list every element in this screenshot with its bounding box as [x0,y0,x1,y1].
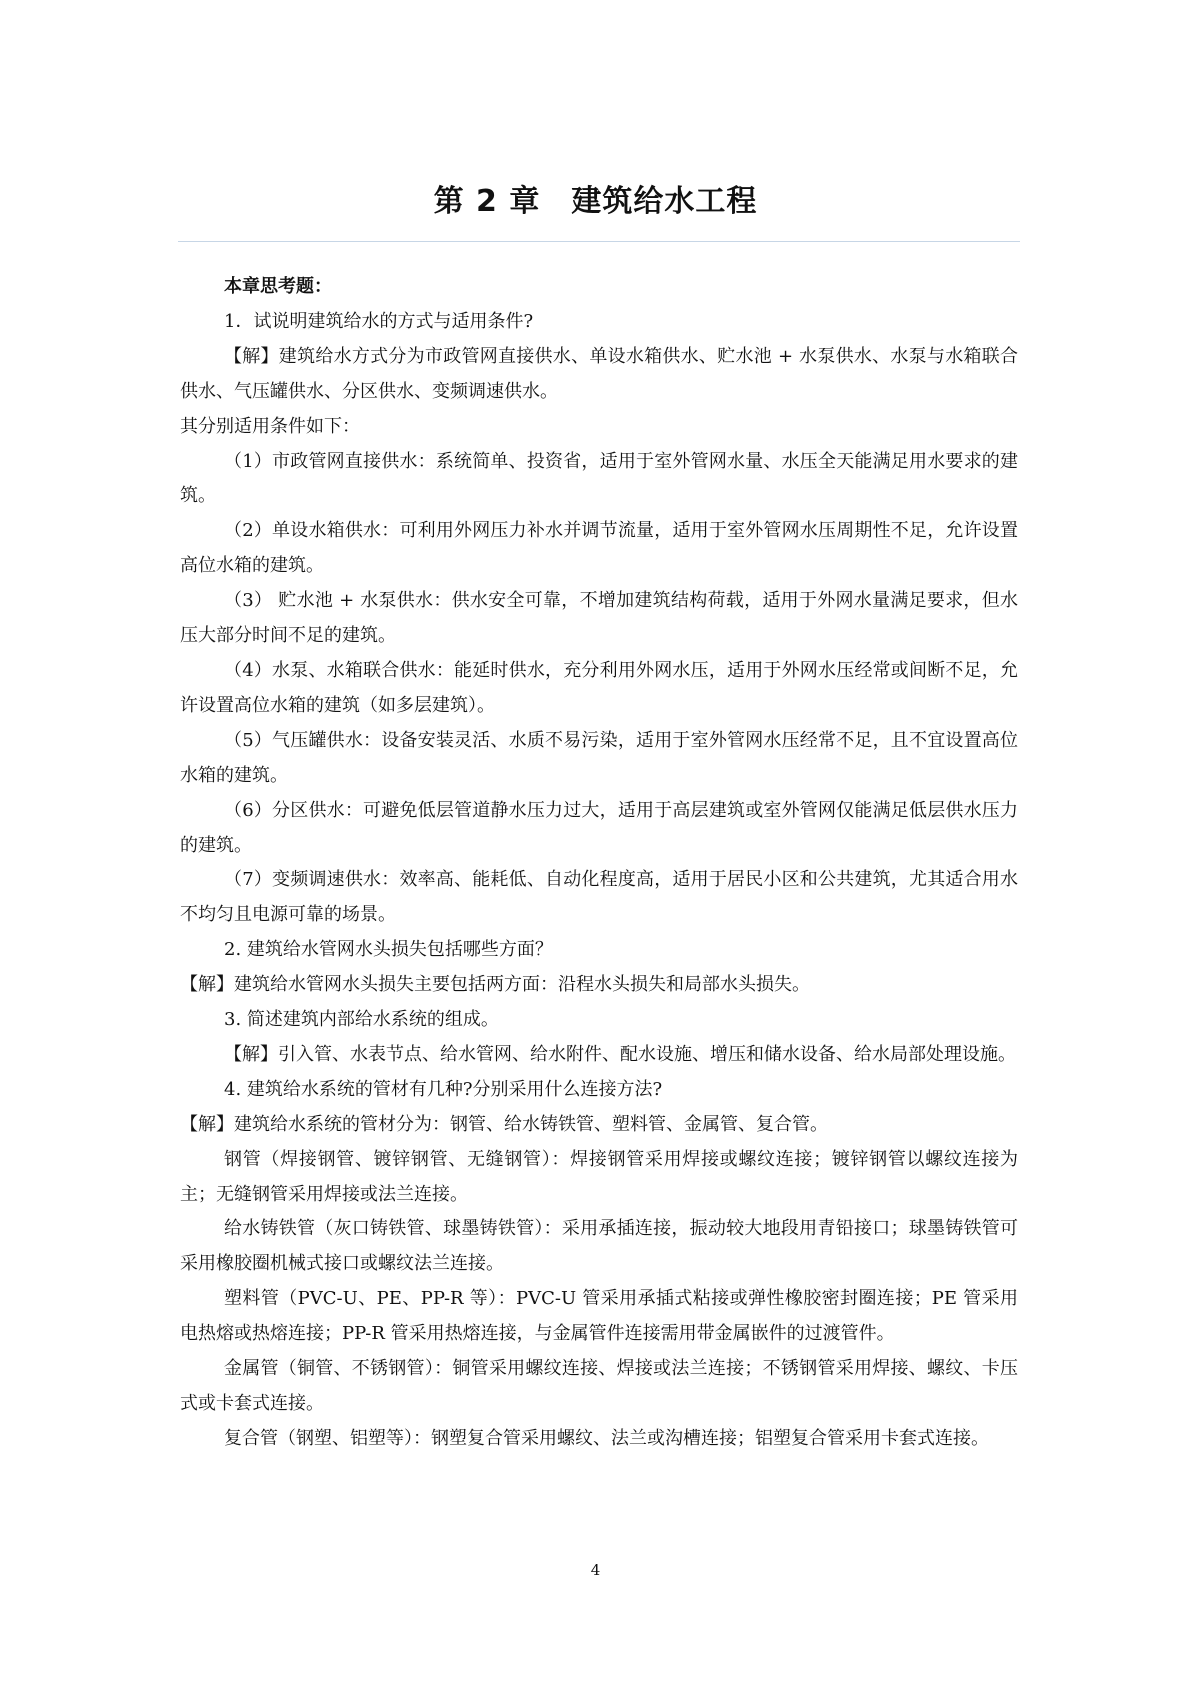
answer-4-plastic-pipe: 塑料管（PVC-U、PE、PP-R 等）：PVC-U 管采用承插式粘接或弹性橡胶密封圈连接；PE 管采用电热熔或热熔连接；PP-R 管采用热熔连接，与金属管件连接需用带金属嵌件的过渡管件。 [180,1288,1018,1345]
answer-1-item-1: （1）市政管网直接供水：系统简单、投资省，适用于室外管网水量、水压全天能满足用水要求的建筑。 [180,450,1018,507]
answer-4-steel-pipe: 钢管（焊接钢管、镀锌钢管、无缝钢管）：焊接钢管采用焊接或螺纹连接；镀锌钢管以螺纹连接为主；无缝钢管采用焊接或法兰连接。 [180,1148,1018,1205]
answer-1-item-6: （6）分区供水：可避免低层管道静水压力过大，适用于高层建筑或室外管网仅能满足低层供水压力的建筑。 [180,799,1018,856]
answer-1: 【解】建筑给水方式分为市政管网直接供水、单设水箱供水、贮水池 + 水泵供水、水泵与水箱联合供水、气压罐供水、分区供水、变频调速供水。 [180,345,1018,402]
answer-1-conditions-intro: 其分别适用条件如下： [180,415,360,437]
question-1: 1．试说明建筑给水的方式与适用条件? [224,310,534,332]
answer-1-item-5: （5）气压罐供水：设备安装灵活、水质不易污染，适用于室外管网水压经常不足，且不宜设置高位水箱的建筑。 [180,729,1018,786]
question-2: 2. 建筑给水管网水头损失包括哪些方面？ [224,939,553,961]
answer-4-cast-iron-pipe: 给水铸铁管（灰口铸铁管、球墨铸铁管）：采用承插连接，振动较大地段用青铅接口；球墨铸铁管可采用橡胶圈机械式接口或螺纹法兰连接。 [180,1218,1018,1275]
answer-2: 【解】建筑给水管网水头损失主要包括两方面：沿程水头损失和局部水头损失。 [180,974,810,996]
answer-1-item-7: （7）变频调速供水：效率高、能耗低、自动化程度高，适用于居民小区和公共建筑，尤其适合用水不均匀且电源可靠的场景。 [180,869,1018,926]
answer-3: 【解】引入管、水表节点、给水管网、给水附件、配水设施、增压和储水设备、给水局部处理设施。 [224,1043,1016,1065]
chapter-title: 第 2 章 建筑给水工程 [433,184,758,219]
answer-1-item-4: （4）水泵、水箱联合供水：能延时供水，充分利用外网水压，适用于外网水压经常或间断不足，允许设置高位水箱的建筑（如多层建筑）。 [180,659,1018,716]
title-divider [178,241,1020,242]
answer-4-metal-pipe: 金属管（铜管、不锈钢管）：铜管采用螺纹连接、焊接或法兰连接；不锈钢管采用焊接、螺纹、卡压式或卡套式连接。 [180,1358,1018,1414]
answer-4: 【解】建筑给水系统的管材分为：钢管、给水铸铁管、塑料管、金属管、复合管。 [180,1113,828,1135]
question-4: 4. 建筑给水系统的管材有几种?分别采用什么连接方法? [224,1078,663,1100]
question-3: 3. 简述建筑内部给水系统的组成。 [224,1009,499,1031]
section-label: 本章思考题： [224,276,332,297]
answer-1-item-2: （2）单设水箱供水：可利用外网压力补水并调节流量，适用于室外管网水压周期性不足，允许设置高位水箱的建筑。 [180,520,1018,577]
page-number: 4 [590,1561,601,1579]
page-content [180,270,1018,1457]
answer-4-composite-pipe: 复合管（钢塑、铝塑等）：钢塑复合管采用螺纹、法兰或沟槽连接；铝塑复合管采用卡套式连接。 [224,1427,989,1449]
answer-1-item-3: （3） 贮水池 + 水泵供水：供水安全可靠，不增加建筑结构荷载，适用于外网水量满足要求，但水压大部分时间不足的建筑。 [180,590,1018,647]
